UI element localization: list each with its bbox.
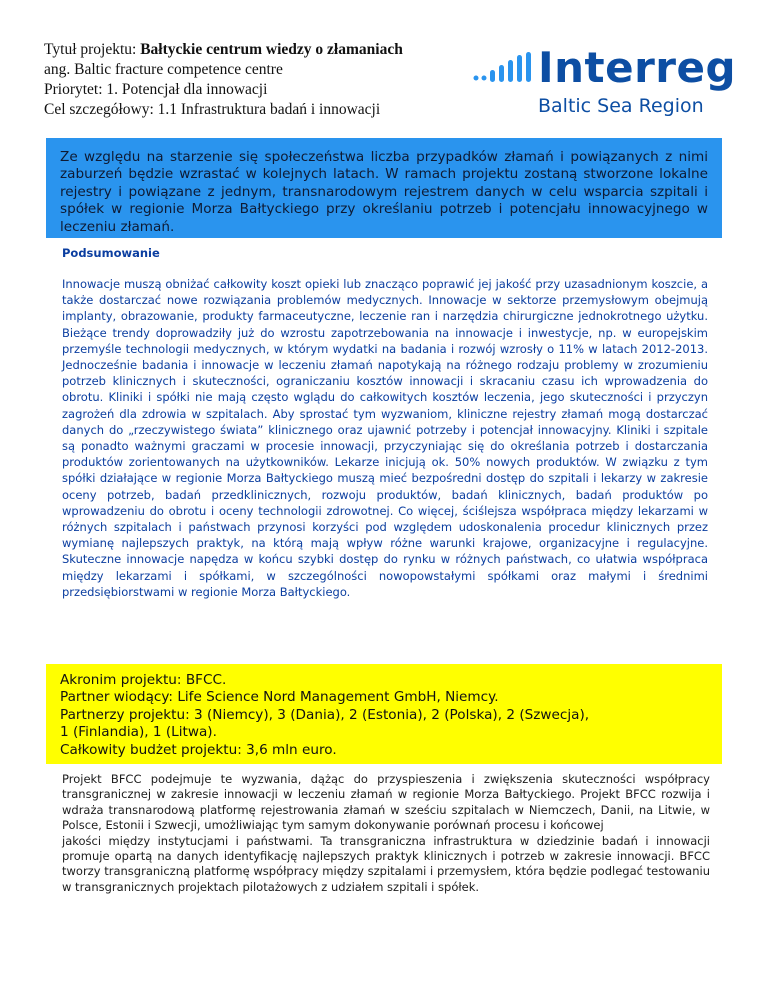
- logo-wordmark: Interreg: [538, 43, 737, 92]
- interreg-logo: [472, 43, 737, 124]
- intro-text: Ze względu na starzenie się społeczeństwa liczba przypadków złamań i powiązanych z nimi zaburzeń będzie wzrastać w kolejnych latach. W ramach projektu zostaną stworzone lokalne rejestry i powiązane z jednym, transnarodowym rejestrem danych w celu wsparcia szpitali i spółek w regionie Morza Bałtyckiego przy określaniu potrzeb i potencjału innowacyjnego w leczeniu złamań.: [60, 149, 708, 235]
- summary-text: Innowacje muszą obniżać całkowity koszt opieki lub znacząco poprawić jej jakość przy uzasadnionym koszcie, a także dostarczać nowe rozwiązania problemów medycznych. Innowacje w sektorze przemysłowym obejmują implanty, obrazowanie, produkty farmaceutyczne, leczenie ran i narzędzia chirurgiczne jednokrotnego użytku. Bieżące trendy doprowadziły już do wzrostu zapotrzebowania na innowacje i inwestycje, np. w europejskim przemyśle technologii medycznych, w którym wydatki na badania i rozwój wzrosły o 11% w latach 2012-2013. Jednocześnie badania i innowacje w leczeniu złamań napotykają na różnego rodzaju problemy w zrozumieniu potrzeb klinicznych i skuteczności, ograniczaniu kosztów innowacji i skracaniu czasu ich wprowadzenia do obrotu. Kliniki i spółki nie mają często wglądu do całkowitych kosztów leczenia, jego skuteczności i przyczyn zagrożeń dla zdrowia w szpitalach. Aby sprostać tym wyzwaniom, kliniczne rejestry złamań mogą dostarczać danych do „rzeczywistego świata” klinicznego oraz ujawnić potrzeby i potencjał innowacyjny. Kliniki i szpitale są ponadto ważnymi graczami w procesie innowacji, przyczyniając się do określania potrzeb i dostarczania produktów zorientowanych na użytkowników. Lekarze inicjują ok. 50% nowych produktów. W związku z tym spółki działające w regionie Morza Bałtyckiego muszą mieć bezpośredni dostęp do szpitali i lekarzy w zakresie oceny potrzeb, badań przedklinicznych, rozwoju produktów, badań klinicznych, badań produktów po wprowadzeniu do obrotu i oceny technologii zdrowotnej. Co więcej, ściślejsza współpraca między lekarzami w różnych szpitalach i państwach przynosi korzyści pod względem udoskonalenia procedur klinicznych przez wymianę najlepszych praktyk, na którą mają wpływ różne warunki krajowe, organizacyjne i regulacyjne. Skuteczne innowacje napędza w końcu szybki dostęp do rynku w różnych państwach, co ułatwia współpraca między lekarzami i spółkami, w szczególności nowopowstałymi spółkami oraz małymi i średnimi przedsiębiorstwami w regionie Morza Bałtyckiego.: [62, 277, 708, 599]
- objective-line: Cel szczegółowy: 1.1 Infrastruktura badań i innowacji: [44, 101, 381, 118]
- priority-line: Priorytet: 1. Potencjał dla innowacji: [44, 81, 268, 98]
- lead-partner-line: Partner wiodący: Life Science Nord Management GmbH, Niemcy.: [60, 689, 499, 706]
- project-title-line: [44, 40, 464, 60]
- project-paragraph-2: jakości między instytucjami i państwami. Ta transgraniczna infrastruktura w dziedzinie badań i innowacji promuje opartą na danych identyfikację najlepszych praktyk klinicznych i potrzeb w zakresie innowacji. BFCC tworzy transgraniczną platformę współpracy między szpitalami i przemysłem, która będzie podlegać testowaniu w transgranicznych projektach pilotażowych z udziałem szpitali i spółek.: [62, 833, 710, 894]
- project-header: [44, 40, 464, 120]
- summary-heading: Podsumowanie: [62, 246, 160, 260]
- project-title: Bałtyckie centrum wiedzy o złamaniach: [140, 41, 403, 58]
- budget-line: Całkowity budżet projektu: 3,6 mln euro.: [60, 741, 337, 758]
- intro-box: [46, 138, 722, 238]
- acronym-line: Akronim projektu: BFCC.: [60, 672, 227, 688]
- english-title: ang. Baltic fracture competence centre: [44, 61, 283, 78]
- project-facts-box: [46, 664, 722, 764]
- logo-region: Baltic Sea Region: [538, 95, 704, 117]
- partners-line-2: 1 (Finlandia), 1 (Litwa).: [60, 724, 217, 741]
- project-title-prefix: Tytuł projektu:: [44, 41, 141, 58]
- project-paragraph-1: Projekt BFCC podejmuje te wyzwania, dążąc do przyspieszenia i zwiększenia skuteczności współpracy transgranicznej w zakresie innowacji w leczeniu złamań w regionie Morza Bałtyckiego. Projekt BFCC rozwija i wdraża transnarodową platformę rejestrowania złamań w sześciu szpitalach w Niemczech, Danii, na Litwie, w Polsce, Estonii i Szwecji, umożliwiając tym samym dokonywanie porównań procesu i końcowej: [62, 772, 710, 833]
- project-description: [62, 772, 710, 895]
- signal-bars-icon: [472, 52, 536, 92]
- partners-line-1: Partnerzy projektu: 3 (Niemcy), 3 (Dania), 2 (Estonia), 2 (Polska), 2 (Szwecja),: [60, 706, 590, 723]
